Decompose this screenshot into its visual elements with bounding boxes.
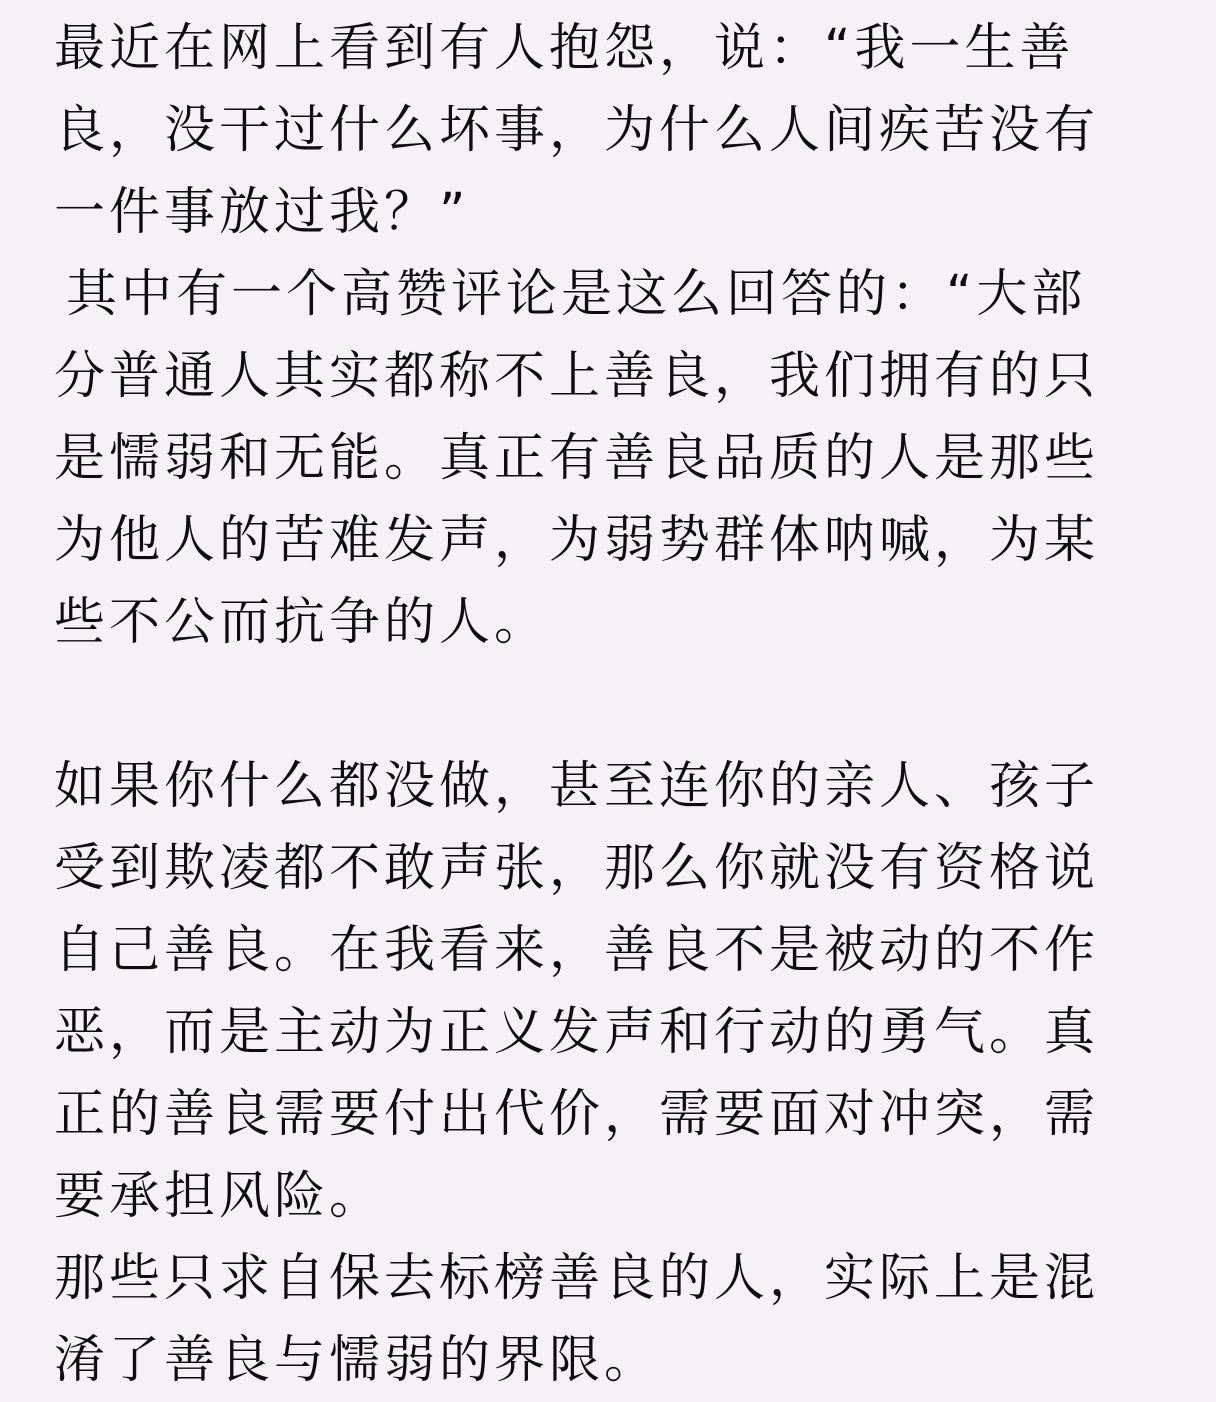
text-line: 最近在网上看到有人抱怨，说：“我一生善 <box>54 19 1075 78</box>
text-line: 一件事放过我？” <box>54 183 470 242</box>
text-line: 如果你什么都没做，甚至连你的亲人、孩子 <box>54 757 1100 816</box>
text-line: 些不公而抗争的人。 <box>54 593 550 652</box>
text-line: 自己善良。在我看来，善良不是被动的不作 <box>54 921 1100 980</box>
text-line: 要承担风险。 <box>54 1167 385 1226</box>
text-line: 受到欺凌都不敢声张，那么你就没有资格说 <box>54 839 1100 898</box>
text-line: 那些只求自保去标榜善良的人，实际上是混 <box>54 1249 1100 1308</box>
paragraph-top-comment <box>54 254 1166 664</box>
text-line: 良，没干过什么坏事，为什么人间疾苦没有 <box>54 101 1100 160</box>
text-line: 是懦弱和无能。真正有善良品质的人是那些 <box>54 429 1100 488</box>
paragraph-argument <box>54 746 1166 1238</box>
text-line: 其中有一个高赞评论是这么回答的：“大部 <box>66 265 1087 324</box>
paragraph-conclusion <box>54 1238 1166 1402</box>
text-line: 恶，而是主动为正义发声和行动的勇气。真 <box>54 1003 1100 1062</box>
text-line: 分普通人其实都称不上善良，我们拥有的只 <box>54 347 1100 406</box>
text-line: 为他人的苦难发声，为弱势群体呐喊，为某 <box>54 511 1100 570</box>
text-line: 正的善良需要付出代价，需要面对冲突，需 <box>54 1085 1100 1144</box>
paragraph-complaint <box>54 8 1166 254</box>
paragraph-spacer <box>54 664 1166 746</box>
text-line: 淆了善良与懦弱的界限。 <box>54 1331 660 1390</box>
